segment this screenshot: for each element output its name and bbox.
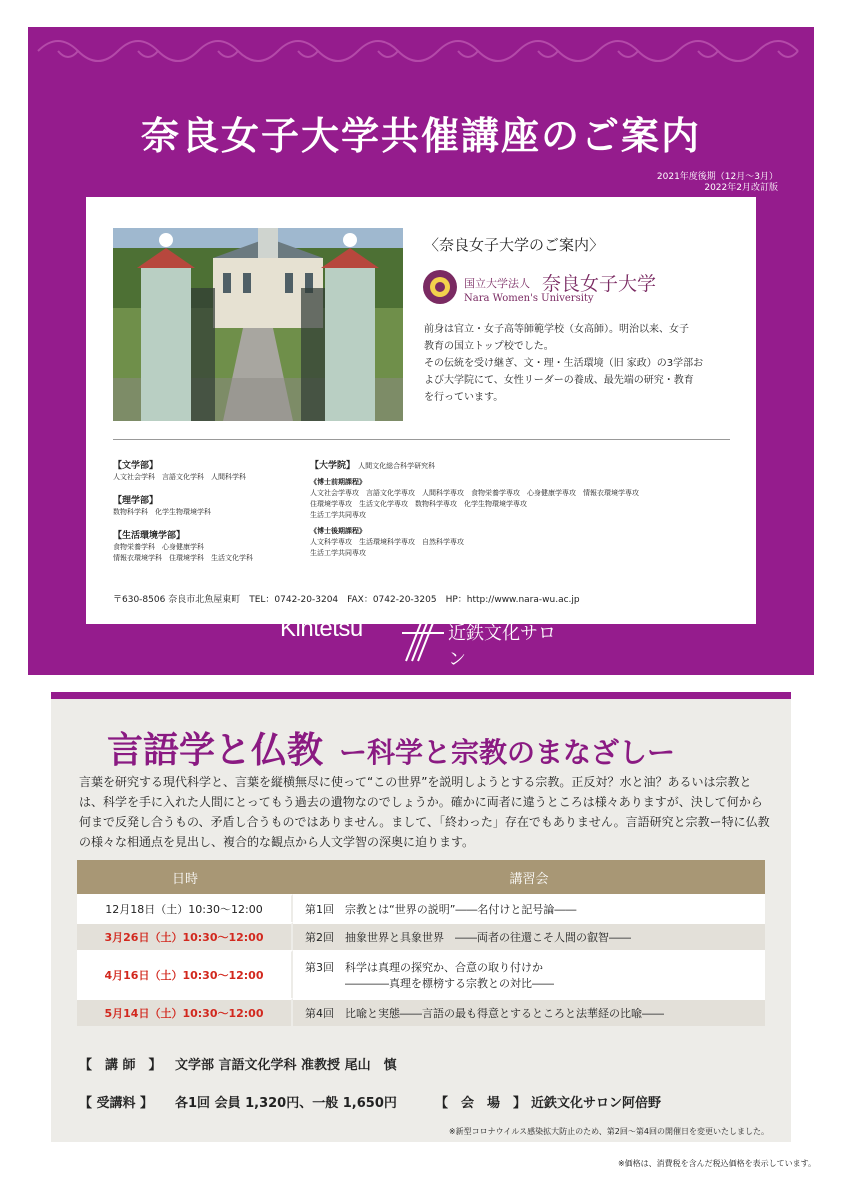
session-date: 12月18日（土）10:30～12:00: [77, 894, 293, 922]
session-topic: 第2回 抽象世界と具象世界 ――両者の往還こそ人間の叡智――: [293, 922, 765, 950]
session-date: 3月26日（土）10:30～12:00: [77, 922, 293, 950]
master-course-line: 住環境学専攻 生活文化学専攻 数物科学専攻 化学生物環境学専攻: [310, 500, 527, 508]
session-date: 5月14日（土）10:30～12:00: [77, 998, 293, 1026]
session-topic-continued: ――――真理を標榜する宗教との対比――: [345, 977, 554, 990]
lecture-title: [107, 722, 675, 773]
logo-label-english: Nara Women's University: [464, 293, 594, 304]
price-note: ※価格は、消費税を含んだ税込価格を表示しています。: [617, 1159, 816, 1168]
schedule-table: [77, 860, 765, 1026]
main-title: 奈良女子大学共催講座のご案内: [140, 114, 701, 158]
session-topic: 第4回 比喩と実態――言語の最も得意とするところと法華経の比喩――: [293, 998, 765, 1026]
table-row: [77, 894, 765, 922]
session-topic: 第1回 宗教とは“世界の説明”――名付けと記号論――: [293, 894, 765, 922]
date-column-header: 日時: [77, 860, 293, 894]
faculty-departments: 数物科学科 化学生物環境学科: [113, 508, 211, 516]
intro-line: よび大学院にて、女性リーダーの養成、最先端の研究・教育: [424, 375, 694, 386]
doctor-course-line: 生活工学共同専攻: [310, 549, 366, 557]
intro-line: その伝統を受け継ぎ、文・理・生活環境（旧 家政）の3学部お: [424, 358, 704, 369]
intro-line: 教育の国立トップ校でした。: [424, 341, 554, 352]
covid-note: ※新型コロナウイルス感染拡大防止のため、第2回～第4回の開催日を変更いたしました。: [448, 1127, 769, 1136]
term-text: 2021年度後期（12月～3月）: [656, 172, 778, 182]
intro-line: 前身は官立・女子高等師範学校（女高師）。明治以来、女子: [424, 324, 689, 335]
session-topic-cell: [293, 950, 765, 998]
master-course-line: 人文社会学専攻 言語文化学専攻 人間科学専攻 食物栄養学専攻 心身健康学専攻 情報衣環境学専攻: [310, 489, 639, 497]
table-header-row: [77, 860, 765, 894]
session-date: 4月16日（土）10:30～12:00: [77, 950, 293, 998]
instructor-label: 【 講 師 】: [79, 1058, 162, 1073]
revision-text: 2022年2月改訂版: [704, 183, 778, 193]
venue-label: 【 会 場 】: [435, 1096, 527, 1111]
venue-value: 近鉄文化サロン阿倍野: [531, 1096, 662, 1111]
faculty-name: 【文学部】: [113, 461, 159, 471]
instructor-name: 文学部 言語文化学科 准教授 尾山 慎: [175, 1058, 397, 1073]
faculty-departments: 食物栄養学科 心身健康学科: [113, 543, 204, 551]
lecture-panel: [51, 692, 791, 1142]
master-course-line: 生活工学共同専攻: [310, 511, 366, 519]
graduate-description: 人間文化総合科学研究科: [358, 462, 436, 470]
graduate-school-list: [310, 460, 730, 559]
fee-label: 【 受講料 】: [79, 1096, 154, 1111]
intro-line: を行っています。: [424, 392, 504, 403]
campus-gate-photo: [113, 228, 403, 421]
faculty-name: 【理学部】: [113, 496, 159, 506]
kintetsu-brand-text: Kintetsu: [280, 615, 363, 642]
faculty-departments: 人文社会学科 言語文化学科 人間科学科: [113, 473, 246, 481]
university-intro: [424, 321, 740, 406]
lecture-description: 言葉を研究する現代科学と、言葉を縦横無尽に使って“この世界”を説明しようとする宗教。正反対？水と油？あるいは宗教とは、科学を手に入れた人間にとってもう過去の遺物なのでしょうか。確かに両者に違うところは様々ありますが、決して何から何まで反発し合うもの、矛盾し合うものではありません。まして、「終わった」存在でもありません。言語研究と宗教ー特に仏教の様々な相通点を見出し、複合的な観点から人文学智の深奥に迫ります。: [79, 775, 770, 849]
university-section-title: 〈奈良女子大学のご案内〉: [424, 236, 605, 254]
faculty-departments: 情報衣環境学科 住環境学科 生活文化学科: [113, 554, 253, 562]
university-info-box: [86, 197, 756, 624]
master-course-label: 《博士前期課程》: [310, 478, 366, 486]
accent-bar: [51, 692, 791, 699]
doctor-course-line: 人文科学専攻 生活環境科学専攻 自然科学専攻: [310, 538, 464, 546]
logo-label-small: 国立大学法人: [464, 277, 530, 290]
table-row: [77, 950, 765, 998]
session-topic: 第3回 科学は真理の探究か、合意の取り付けか: [305, 961, 543, 974]
lecture-subtitle: ー科学と宗教のまなざしー: [339, 736, 676, 769]
university-emblem-icon: [422, 269, 458, 305]
logo-label-name: 奈良女子大学: [542, 273, 657, 295]
doctor-course-label: 《博士後期課程》: [310, 527, 366, 535]
header-panel: [28, 27, 814, 675]
graduate-name: [310, 460, 730, 472]
contact-address: 〒630-8506 奈良市北魚屋東町 TEL：0742-20-3204 FAX：0742-20-3205 HP：http://www.nara-wu.ac.jp: [113, 595, 580, 605]
graduate-label: 【大学院】: [310, 461, 356, 471]
divider: [113, 439, 730, 440]
faculty-name: 【生活環境学部】: [113, 531, 186, 541]
university-logo: [422, 267, 682, 309]
fee-value: 各1回 会員 1,320円、一般 1,650円: [175, 1096, 397, 1111]
lecture-title-main: 言語学と仏教: [107, 730, 324, 771]
faculty-list: [113, 460, 303, 564]
session-column-header: 講習会: [293, 860, 765, 894]
table-row: [77, 998, 765, 1026]
table-row: [77, 922, 765, 950]
kintetsu-salon-text: 近鉄文化サロン: [448, 623, 556, 670]
scroll-ornament: [28, 27, 814, 75]
kintetsu-mark-icon: [398, 603, 448, 663]
kintetsu-logo: [280, 601, 570, 670]
